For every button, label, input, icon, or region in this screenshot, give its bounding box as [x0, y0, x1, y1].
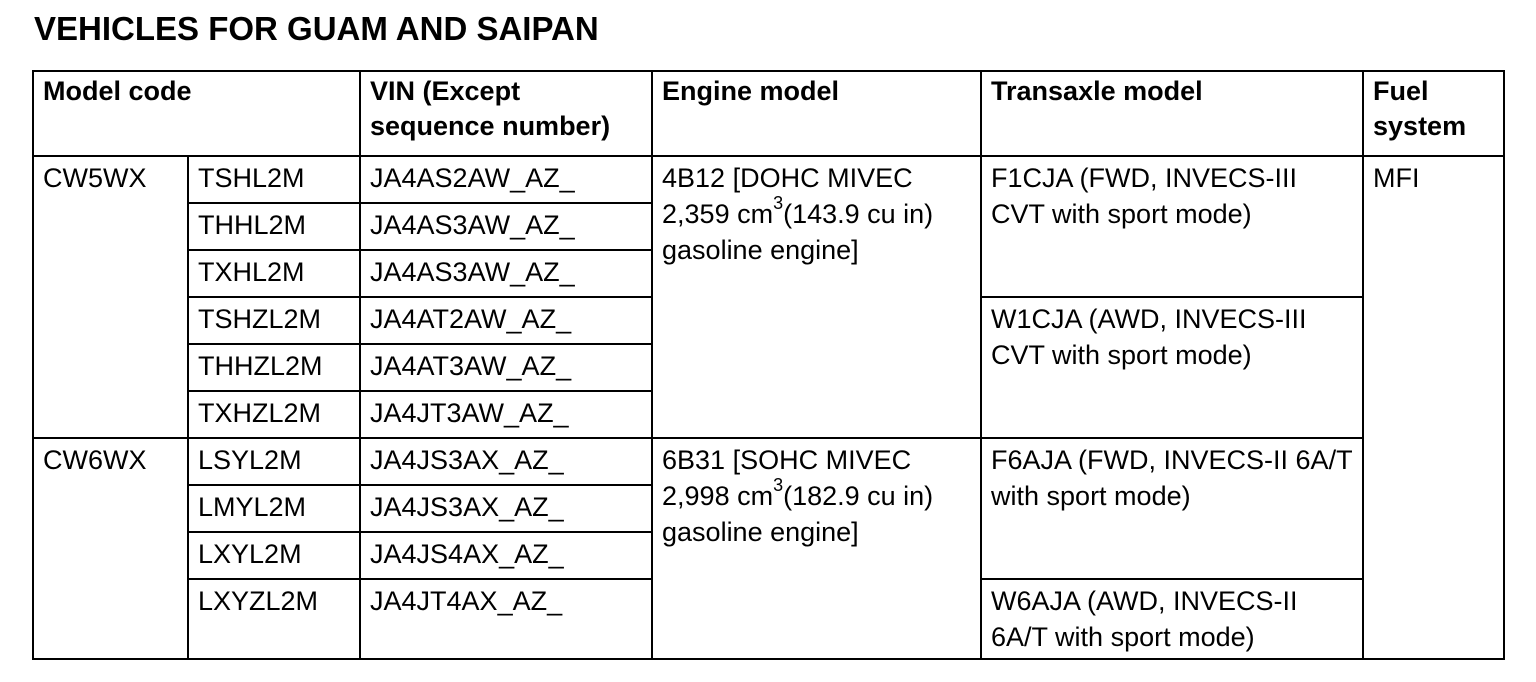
vin-cell: JA4AS3AW_AZ_	[360, 250, 652, 297]
vin-cell: JA4AT3AW_AZ_	[360, 344, 652, 391]
table-row	[33, 156, 1504, 203]
displacement-exponent: 3	[773, 475, 784, 495]
sub-model-cell: LMYL2M	[188, 485, 360, 532]
transaxle-cell: W1CJA (AWD, INVECS-III CVT with sport mode)	[981, 297, 1363, 438]
vin-cell: JA4AT2AW_AZ_	[360, 297, 652, 344]
table-row	[33, 438, 1504, 485]
displacement-exponent: 3	[773, 193, 784, 213]
vin-cell: JA4JT3AW_AZ_	[360, 391, 652, 438]
displacement-imperial: (143.9 cu in)	[783, 199, 934, 229]
table-header-row	[33, 71, 1504, 156]
header-transaxle-model: Transaxle model	[981, 71, 1363, 156]
engine-model-cell	[652, 438, 981, 659]
model-code-cell: CW6WX	[33, 438, 188, 659]
engine-name: 6B31 [SOHC MIVEC	[662, 445, 912, 475]
engine-type: gasoline engine]	[662, 517, 859, 547]
transaxle-cell: W6AJA (AWD, INVECS-II 6A/T with sport mode)	[981, 579, 1363, 659]
vin-cell: JA4AS2AW_AZ_	[360, 156, 652, 203]
vin-cell: JA4JS3AX_AZ_	[360, 438, 652, 485]
sub-model-cell: THHL2M	[188, 203, 360, 250]
engine-type: gasoline engine]	[662, 235, 859, 265]
displacement-value: 2,998 cm	[662, 481, 774, 511]
header-model-code: Model code	[33, 71, 360, 156]
engine-displacement	[662, 475, 972, 514]
sub-model-cell: TSHL2M	[188, 156, 360, 203]
engine-displacement	[662, 193, 972, 232]
vehicle-spec-table	[32, 70, 1505, 660]
sub-model-cell: TXHL2M	[188, 250, 360, 297]
transaxle-cell: F1CJA (FWD, INVECS-III CVT with sport mode)	[981, 156, 1363, 297]
model-code-cell: CW5WX	[33, 156, 188, 438]
displacement-value: 2,359 cm	[662, 199, 774, 229]
fuel-system-cell: MFI	[1363, 156, 1504, 659]
engine-name: 4B12 [DOHC MIVEC	[662, 163, 913, 193]
vin-cell: JA4JS3AX_AZ_	[360, 485, 652, 532]
page-title: VEHICLES FOR GUAM AND SAIPAN	[34, 10, 599, 47]
sub-model-cell: TXHZL2M	[188, 391, 360, 438]
transaxle-cell: F6AJA (FWD, INVECS-II 6A/T with sport mode)	[981, 438, 1363, 579]
displacement-imperial: (182.9 cu in)	[783, 481, 934, 511]
vin-cell: JA4JS4AX_AZ_	[360, 532, 652, 579]
engine-model-cell	[652, 156, 981, 438]
vin-cell: JA4JT4AX_AZ_	[360, 579, 652, 659]
sub-model-cell: THHZL2M	[188, 344, 360, 391]
sub-model-cell: LSYL2M	[188, 438, 360, 485]
header-vin: VIN (Except sequence number)	[360, 71, 652, 156]
sub-model-cell: LXYZL2M	[188, 579, 360, 659]
sub-model-cell: TSHZL2M	[188, 297, 360, 344]
sub-model-cell: LXYL2M	[188, 532, 360, 579]
header-fuel-system: Fuel system	[1363, 71, 1504, 156]
header-engine-model: Engine model	[652, 71, 981, 156]
vin-cell: JA4AS3AW_AZ_	[360, 203, 652, 250]
